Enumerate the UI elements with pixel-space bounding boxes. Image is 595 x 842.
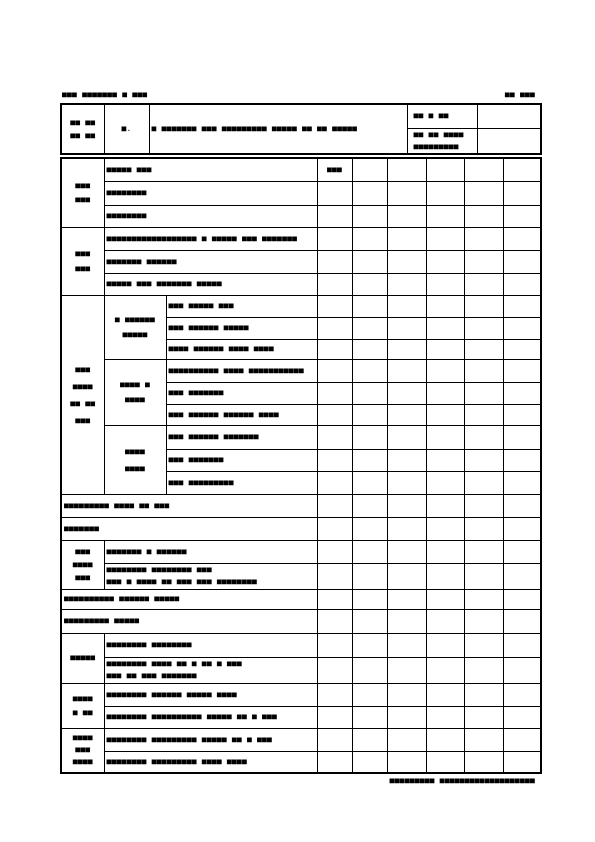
entry-cell — [464, 751, 503, 773]
entry-cell — [317, 425, 352, 449]
entry-cell — [464, 728, 503, 751]
entry-cell — [426, 494, 464, 517]
form-number-label: ■■■ ■■■■■■■ ■ ■■■ — [62, 90, 148, 99]
entry-cell — [503, 589, 541, 609]
table-row — [61, 517, 541, 540]
header-side-value-bottom — [477, 128, 541, 154]
entry-cell — [426, 181, 464, 205]
entry-cell — [464, 517, 503, 540]
column-header: ■■■ — [317, 158, 352, 181]
entry-cell — [352, 657, 387, 683]
entry-cell — [352, 728, 387, 751]
entry-cell — [387, 728, 426, 751]
entry-cell — [317, 273, 352, 295]
entry-cell — [387, 158, 426, 181]
entry-cell — [503, 250, 541, 273]
item-label: ■■■■■■■■ ■■■■■■■■■ ■■■■■ ■■ ■ ■■■ — [104, 728, 317, 751]
item-label: ■■■■■■■■ ■■■■■■■■ ■■■ ■■■ ■ ■■■■ ■■ ■■■ ■■■ ■■■■■■■■ — [104, 563, 317, 589]
entry-cell — [426, 404, 464, 425]
entry-cell — [426, 227, 464, 250]
entry-cell — [352, 494, 387, 517]
entry-cell — [503, 751, 541, 773]
entry-cell — [426, 158, 464, 181]
item-label: ■■■■■■■■■■ ■■■■ ■■■■■■■■■■■ — [166, 359, 317, 382]
entry-cell — [387, 404, 426, 425]
entry-cell — [503, 494, 541, 517]
entry-cell — [464, 589, 503, 609]
entry-cell — [352, 563, 387, 589]
entry-cell — [352, 227, 387, 250]
entry-cell — [317, 205, 352, 227]
entry-cell — [352, 359, 387, 382]
entry-cell — [464, 317, 503, 339]
entry-cell — [464, 339, 503, 359]
entry-cell — [317, 181, 352, 205]
entry-cell — [426, 609, 464, 633]
entry-cell — [503, 657, 541, 683]
header-side-label-bottom: ■■ ■■ ■■■■ ■■■■■■■■■ — [407, 128, 477, 154]
header-side-label-top: ■■ ■ ■■ — [407, 104, 477, 128]
item-label: ■■■■■■■■ ■■■■■■■■■ ■■■■ ■■■■ — [104, 751, 317, 773]
table-row — [61, 751, 541, 773]
entry-cell — [503, 404, 541, 425]
item-label: ■■■■■■■■ — [104, 205, 317, 227]
entry-cell — [464, 273, 503, 295]
entry-cell — [464, 227, 503, 250]
entry-cell — [426, 706, 464, 728]
entry-cell — [317, 589, 352, 609]
entry-cell — [352, 751, 387, 773]
entry-cell — [426, 359, 464, 382]
entry-cell — [352, 158, 387, 181]
entry-cell — [503, 339, 541, 359]
entry-cell — [317, 295, 352, 317]
table-row — [61, 425, 541, 449]
entry-cell — [352, 589, 387, 609]
entry-cell — [464, 449, 503, 471]
entry-cell — [317, 517, 352, 540]
entry-cell — [387, 449, 426, 471]
entry-cell — [387, 227, 426, 250]
entry-cell — [503, 706, 541, 728]
section-label: ■■■■■■■ — [61, 517, 317, 540]
entry-cell — [387, 657, 426, 683]
entry-cell — [503, 425, 541, 449]
entry-cell — [387, 250, 426, 273]
entry-cell — [387, 273, 426, 295]
entry-cell — [387, 563, 426, 589]
entry-cell — [464, 540, 503, 563]
business-number-label: ■■ ■■ ■■ ■■ — [61, 104, 104, 154]
entry-cell — [352, 317, 387, 339]
form-title: ■ ■■■■■■■ ■■■ ■■■■■■■■■ ■■■■■ ■■ ■■ ■■■■■ — [149, 104, 407, 154]
entry-cell — [503, 205, 541, 227]
entry-cell — [464, 425, 503, 449]
entry-cell — [503, 683, 541, 706]
subsection-label: ■■■■ ■■■■ — [104, 425, 166, 494]
entry-cell — [387, 317, 426, 339]
entry-cell — [464, 471, 503, 494]
entry-cell — [352, 382, 387, 404]
entry-cell — [352, 425, 387, 449]
table-row — [61, 359, 541, 382]
table-row — [61, 683, 541, 706]
entry-cell — [426, 728, 464, 751]
entry-cell — [387, 205, 426, 227]
entry-cell — [464, 205, 503, 227]
item-label: ■■■ ■■■■■■ ■■■■■■■ — [166, 425, 317, 449]
table-row — [61, 609, 541, 633]
section-label: ■■■ ■■■■ ■■■ — [61, 540, 104, 589]
table-row — [61, 563, 541, 589]
item-label: ■■■■■■■■ ■■■■ ■■ ■ ■■ ■ ■■■ ■■■ ■■ ■■■ ■■■■■■■ — [104, 657, 317, 683]
entry-cell — [352, 706, 387, 728]
entry-cell — [426, 449, 464, 471]
entry-cell — [464, 633, 503, 657]
entry-cell — [426, 471, 464, 494]
header-row — [61, 104, 541, 128]
entry-cell — [317, 728, 352, 751]
entry-cell — [317, 471, 352, 494]
section-label: ■■■■ ■ ■■ — [61, 683, 104, 728]
entry-cell — [426, 657, 464, 683]
table-row — [61, 158, 541, 181]
entry-cell — [317, 706, 352, 728]
section-label: ■■■■■■■■■ ■■■■■ — [61, 609, 317, 633]
entry-cell — [503, 158, 541, 181]
entry-cell — [426, 273, 464, 295]
table-row — [61, 295, 541, 317]
table-row — [61, 633, 541, 657]
item-label: ■■■ ■■■■■■■ — [166, 449, 317, 471]
entry-cell — [387, 359, 426, 382]
entry-cell — [317, 633, 352, 657]
entry-cell — [426, 540, 464, 563]
section-label: ■■■ ■■■ — [61, 158, 104, 227]
entry-cell — [317, 250, 352, 273]
entry-cell — [387, 382, 426, 404]
entry-cell — [387, 517, 426, 540]
entry-cell — [426, 317, 464, 339]
entry-cell — [464, 158, 503, 181]
entry-cell — [387, 471, 426, 494]
section-label: ■■■■■ — [61, 633, 104, 683]
entry-cell — [387, 540, 426, 563]
entry-cell — [426, 517, 464, 540]
entry-cell — [317, 494, 352, 517]
entry-cell — [352, 250, 387, 273]
entry-cell — [503, 382, 541, 404]
item-label: ■■■■■■■■■■■■■■■■■■ ■ ■■■■■ ■■■ ■■■■■■■ — [104, 227, 317, 250]
item-label: ■■■ ■■■■■ ■■■ — [166, 295, 317, 317]
subsection-label: ■ ■■■■■■ ■■■■■ — [104, 295, 166, 359]
entry-cell — [503, 540, 541, 563]
table-row — [61, 540, 541, 563]
entry-cell — [464, 382, 503, 404]
page-side-label: ■■ ■■■ — [504, 90, 535, 99]
item-label: ■■■■■■■■ — [104, 181, 317, 205]
entry-cell — [503, 317, 541, 339]
entry-cell — [426, 205, 464, 227]
entry-cell — [426, 295, 464, 317]
entry-cell — [464, 181, 503, 205]
entry-cell — [464, 295, 503, 317]
entry-cell — [317, 657, 352, 683]
entry-cell — [426, 339, 464, 359]
item-label: ■■■■■■■ ■ ■■■■■■ — [104, 540, 317, 563]
entry-cell — [464, 250, 503, 273]
entry-cell — [352, 181, 387, 205]
item-label: ■■■■ ■■■■■■ ■■■■ ■■■■ — [166, 339, 317, 359]
table-row — [61, 706, 541, 728]
entry-cell — [317, 563, 352, 589]
item-label: ■■■■■ ■■■ ■■■■■■■ ■■■■■ — [104, 273, 317, 295]
entry-cell — [352, 517, 387, 540]
entry-cell — [352, 540, 387, 563]
table-row — [61, 728, 541, 751]
item-label: ■■■ ■■■■■■■■■ — [166, 471, 317, 494]
entry-cell — [426, 382, 464, 404]
item-label: ■■■ ■■■■■■■ — [166, 382, 317, 404]
business-number-value: ■. — [104, 104, 149, 154]
entry-cell — [426, 250, 464, 273]
entry-cell — [464, 657, 503, 683]
entry-cell — [503, 227, 541, 250]
entry-cell — [464, 404, 503, 425]
entry-cell — [352, 339, 387, 359]
entry-cell — [464, 609, 503, 633]
table-row — [61, 494, 541, 517]
section-label: ■■■■■■■■■■ ■■■■■■ ■■■■■ — [61, 589, 317, 609]
entry-cell — [464, 706, 503, 728]
entry-cell — [426, 563, 464, 589]
entry-cell — [317, 449, 352, 471]
entry-cell — [387, 683, 426, 706]
entry-cell — [317, 317, 352, 339]
item-label: ■■■■■■■■ ■■■■■■ ■■■■■ ■■■■ — [104, 683, 317, 706]
entry-cell — [352, 633, 387, 657]
entry-cell — [352, 609, 387, 633]
entry-cell — [464, 563, 503, 589]
entry-cell — [317, 227, 352, 250]
footer-note: ■■■■■■■■■ ■■■■■■■■■■■■■■■■■■■ — [389, 776, 535, 785]
entry-cell — [464, 683, 503, 706]
entry-cell — [387, 589, 426, 609]
section-label: ■■■ ■■■ — [61, 227, 104, 295]
item-label: ■■■ ■■■■■■ ■■■■■■ ■■■■ — [166, 404, 317, 425]
entry-cell — [503, 181, 541, 205]
entry-cell — [317, 359, 352, 382]
entry-cell — [317, 382, 352, 404]
entry-cell — [352, 404, 387, 425]
entry-cell — [387, 295, 426, 317]
entry-cell — [426, 683, 464, 706]
entry-cell — [387, 339, 426, 359]
entry-cell — [503, 517, 541, 540]
entry-cell — [317, 609, 352, 633]
entry-cell — [387, 181, 426, 205]
header-table — [60, 103, 542, 155]
item-label: ■■■■■■■■ ■■■■■■■■■■ ■■■■■ ■■ ■ ■■■ — [104, 706, 317, 728]
subsection-label: ■■■■ ■ ■■■■ — [104, 359, 166, 425]
item-label: ■■■■■ ■■■ — [104, 158, 317, 181]
entry-cell — [352, 205, 387, 227]
entry-cell — [503, 633, 541, 657]
entry-cell — [464, 494, 503, 517]
table-row — [61, 205, 541, 227]
entry-cell — [352, 295, 387, 317]
entry-cell — [387, 706, 426, 728]
entry-cell — [503, 359, 541, 382]
entry-cell — [426, 633, 464, 657]
evaluation-table — [60, 157, 542, 774]
table-row — [61, 657, 541, 683]
entry-cell — [317, 751, 352, 773]
section-label: ■■■■■■■■■ ■■■■ ■■ ■■■ — [61, 494, 317, 517]
entry-cell — [503, 728, 541, 751]
section-label: ■■■ ■■■■ ■■ ■■ ■■■ — [61, 295, 104, 494]
entry-cell — [387, 609, 426, 633]
entry-cell — [503, 563, 541, 589]
entry-cell — [387, 425, 426, 449]
entry-cell — [387, 633, 426, 657]
section-label: ■■■■ ■■■ ■■■■ — [61, 728, 104, 773]
entry-cell — [352, 449, 387, 471]
entry-cell — [317, 540, 352, 563]
entry-cell — [317, 683, 352, 706]
entry-cell — [503, 295, 541, 317]
entry-cell — [426, 751, 464, 773]
entry-cell — [503, 273, 541, 295]
table-row — [61, 250, 541, 273]
entry-cell — [426, 589, 464, 609]
entry-cell — [352, 273, 387, 295]
item-label: ■■■■■■■■ ■■■■■■■■ — [104, 633, 317, 657]
entry-cell — [317, 404, 352, 425]
table-row — [61, 227, 541, 250]
item-label: ■■■ ■■■■■■ ■■■■■ — [166, 317, 317, 339]
entry-cell — [317, 339, 352, 359]
entry-cell — [464, 359, 503, 382]
entry-cell — [503, 471, 541, 494]
item-label: ■■■■■■■ ■■■■■■ — [104, 250, 317, 273]
table-row — [61, 273, 541, 295]
entry-cell — [503, 449, 541, 471]
header-side-value-top — [477, 104, 541, 128]
entry-cell — [426, 425, 464, 449]
entry-cell — [352, 471, 387, 494]
entry-cell — [387, 751, 426, 773]
table-row — [61, 181, 541, 205]
entry-cell — [503, 609, 541, 633]
entry-cell — [387, 494, 426, 517]
entry-cell — [352, 683, 387, 706]
table-row — [61, 589, 541, 609]
